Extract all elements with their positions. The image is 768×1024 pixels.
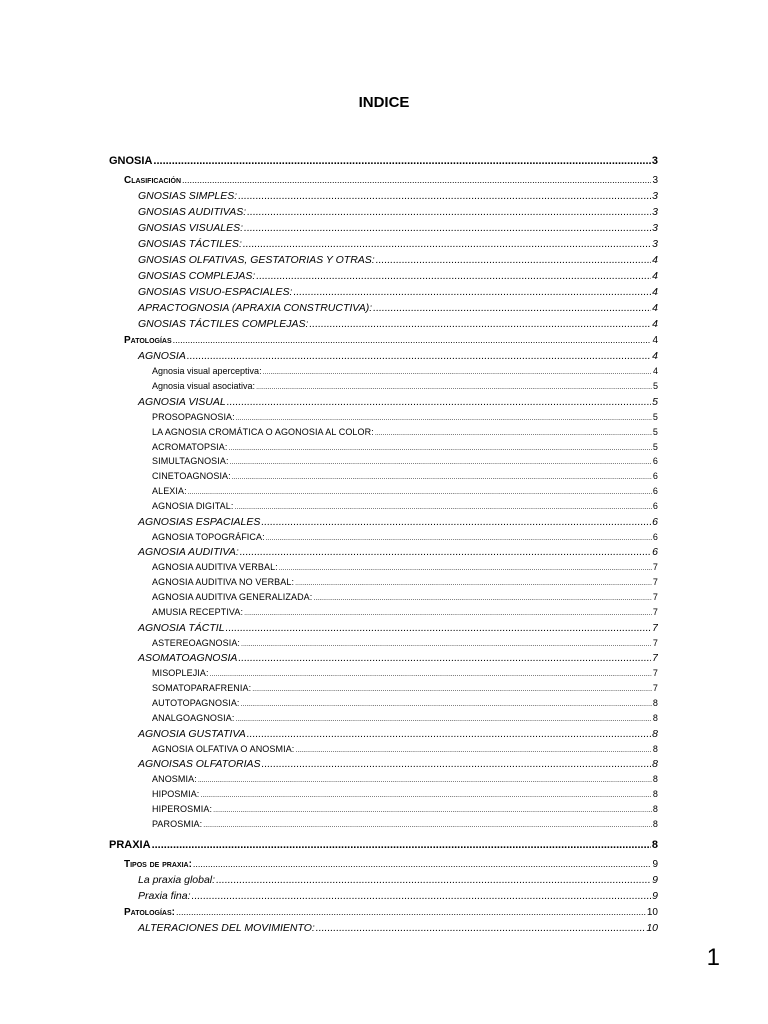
- dot-leader: [238, 188, 651, 204]
- toc-entry[interactable]: [109, 348, 658, 364]
- toc-entry-page: 7: [652, 591, 658, 602]
- toc-entry-label: GNOSIAS TÁCTILES COMPLEJAS:: [138, 318, 309, 330]
- toc-entry[interactable]: [109, 742, 658, 757]
- toc-entry[interactable]: [109, 620, 658, 636]
- dot-leader: [244, 607, 652, 620]
- dot-leader: [213, 804, 652, 817]
- toc-entry-label: ASTEREOAGNOSIA:: [152, 637, 241, 648]
- toc-entry-page: 8: [652, 727, 658, 740]
- dot-leader: [188, 486, 652, 499]
- toc-entry-page: 6: [652, 531, 658, 542]
- toc-entry-page: 5: [652, 396, 658, 408]
- toc-entry-label: CINETOAGNOSIA:: [152, 471, 231, 482]
- toc-entry-page: 7: [652, 652, 658, 665]
- toc-entry-label: LA AGNOSIA CROMÁTICA O AGONOSIA AL COLOR:: [152, 426, 374, 437]
- toc-entry[interactable]: [109, 711, 658, 726]
- toc-entry-label: AGNOSIA DIGITAL:: [152, 500, 234, 511]
- toc-entry[interactable]: [109, 787, 658, 802]
- toc-entry-page: 8: [652, 818, 658, 829]
- toc-entry[interactable]: [109, 920, 658, 936]
- dot-leader: [316, 920, 646, 936]
- toc-entry-page: 8: [652, 758, 658, 771]
- toc-entry-page: 5: [652, 426, 658, 437]
- toc-entry-label: AGNOSIA GUSTATIVA: [138, 727, 246, 740]
- toc-entry-label: PROSOPAGNOSIA:: [152, 412, 235, 422]
- toc-entry-page: 6: [652, 471, 658, 482]
- toc-entry[interactable]: [109, 300, 658, 316]
- toc-entry[interactable]: [109, 188, 658, 204]
- toc-entry-page: 8: [651, 838, 658, 851]
- toc-entry-page: 9: [652, 858, 658, 870]
- toc-entry-label: Clasificación: [124, 175, 181, 186]
- toc-entry-label: PRAXIA: [109, 838, 151, 851]
- dot-leader: [243, 236, 651, 252]
- dot-leader: [241, 698, 652, 711]
- toc-entry-page: 7: [652, 577, 658, 588]
- toc-entry-page: 8: [652, 789, 658, 800]
- toc-entry-label: Patologías:: [124, 906, 175, 918]
- dot-leader: [375, 427, 652, 440]
- dot-leader: [216, 872, 651, 888]
- toc-entry-page: 7: [652, 668, 658, 679]
- dot-leader: [238, 650, 651, 666]
- toc-entry[interactable]: [109, 904, 658, 920]
- page-number: 1: [706, 944, 720, 971]
- toc-entry-page: 4: [652, 270, 658, 282]
- dot-leader: [182, 172, 651, 188]
- toc-entry-label: APRACTOGNOSIA (APRAXIA CONSTRUCTIVA):: [138, 302, 373, 314]
- toc-entry-label: GNOSIA: [109, 155, 153, 167]
- toc-entry-label: GNOSIAS SIMPLES:: [138, 190, 238, 202]
- toc-entry[interactable]: [109, 150, 658, 172]
- toc-entry-page: 5: [652, 441, 658, 452]
- dot-leader: [152, 834, 651, 856]
- toc-entry-label: Agnosia visual asociativa:: [152, 381, 256, 391]
- toc-entry-label: Praxia fina:: [138, 889, 191, 902]
- toc-entry[interactable]: [109, 204, 658, 220]
- dot-leader: [241, 638, 652, 651]
- toc-entry[interactable]: [109, 681, 658, 696]
- toc-entry-page: 6: [652, 546, 658, 559]
- toc-entry[interactable]: [109, 379, 658, 394]
- toc-entry-page: 7: [652, 683, 658, 694]
- toc-entry[interactable]: [109, 856, 658, 872]
- toc-entry[interactable]: [109, 236, 658, 252]
- toc-entry-page: 7: [652, 606, 658, 617]
- toc-entry[interactable]: [109, 605, 658, 620]
- dot-leader: [236, 412, 652, 425]
- toc-entry-page: 6: [652, 500, 658, 511]
- toc-entry-page: 4: [652, 350, 658, 362]
- toc-entry-page: 3: [652, 238, 658, 250]
- toc-entry[interactable]: [109, 834, 658, 856]
- toc-entry-page: 4: [652, 335, 658, 346]
- toc-entry-page: 5: [652, 381, 658, 391]
- toc-entry-label: Patologías: [124, 335, 172, 346]
- toc-entry[interactable]: [109, 872, 658, 888]
- toc-entry-label: AGNOSIA AUDITIVA:: [138, 546, 239, 559]
- toc-entry-page: 10: [646, 921, 658, 934]
- toc-entry-label: ACROMATOPSIA:: [152, 441, 228, 452]
- toc-entry-label: AUTOTOPAGNOSIA:: [152, 697, 240, 708]
- toc-entry-page: 6: [652, 456, 658, 467]
- toc-entry[interactable]: [109, 696, 658, 711]
- toc-entry[interactable]: [109, 590, 658, 605]
- toc-entry-label: SOMATOPARAFRENIA:: [152, 683, 252, 694]
- toc-entry-page: 3: [652, 206, 658, 218]
- toc-entry[interactable]: [109, 440, 658, 455]
- toc-entry-label: ALTERACIONES DEL MOVIMIENTO:: [138, 921, 315, 934]
- dot-leader: [256, 380, 652, 394]
- dot-leader: [232, 471, 652, 484]
- toc-entry[interactable]: [109, 332, 658, 348]
- toc-entry-label: HIPEROSMIA:: [152, 803, 213, 814]
- dot-leader: [247, 204, 651, 220]
- dot-leader: [230, 456, 652, 469]
- dot-leader: [256, 268, 651, 284]
- toc-entry[interactable]: [109, 756, 658, 772]
- toc-entry-label: ALEXIA:: [152, 485, 187, 496]
- dot-leader: [252, 683, 652, 696]
- dot-leader: [262, 756, 652, 772]
- dot-leader: [210, 668, 652, 681]
- dot-leader: [176, 904, 646, 920]
- dot-leader: [295, 577, 652, 590]
- toc-entry-label: GNOSIAS AUDITIVAS:: [138, 206, 247, 218]
- toc-entry[interactable]: [109, 172, 658, 188]
- toc-entry[interactable]: [109, 544, 658, 560]
- toc-entry[interactable]: [109, 220, 658, 236]
- dot-leader: [228, 442, 651, 455]
- dot-leader: [235, 713, 651, 726]
- toc-entry-label: MISOPLEJIA:: [152, 668, 209, 679]
- toc-entry[interactable]: [109, 530, 658, 545]
- dot-leader: [153, 150, 650, 172]
- toc-entry-label: Tipos de praxia:: [124, 858, 192, 870]
- toc-entry-page: 8: [652, 697, 658, 708]
- toc-entry-label: HIPOSMIA:: [152, 789, 200, 800]
- dot-leader: [192, 888, 652, 904]
- toc-entry-page: 9: [652, 873, 658, 886]
- dot-leader: [244, 220, 651, 236]
- toc-entry-label: AGNOSIA AUDITIVA GENERALIZADA:: [152, 591, 313, 602]
- toc-entry-page: 7: [652, 637, 658, 648]
- dot-leader: [203, 819, 652, 832]
- dot-leader: [373, 300, 651, 316]
- dot-leader: [266, 532, 652, 545]
- toc-entry-label: AGNOSIA TÁCTIL: [138, 621, 225, 634]
- dot-leader: [200, 789, 651, 802]
- dot-leader: [226, 620, 652, 636]
- toc-entry-label: AGNOISAS OLFATORIAS: [138, 758, 261, 771]
- toc-entry[interactable]: [109, 666, 658, 681]
- toc-entry[interactable]: [109, 772, 658, 787]
- toc-entry-label: Agnosia visual aperceptiva:: [152, 366, 262, 376]
- toc-entry[interactable]: [109, 817, 658, 832]
- toc-entry-label: AMUSIA RECEPTIVA:: [152, 606, 244, 617]
- dot-leader: [240, 544, 651, 560]
- dot-leader: [293, 284, 651, 300]
- toc-entry-page: 9: [652, 889, 658, 902]
- toc-entry[interactable]: [109, 410, 658, 425]
- toc-entry-page: 4: [652, 366, 658, 376]
- toc-entry[interactable]: [109, 284, 658, 300]
- toc-entry[interactable]: [109, 469, 658, 484]
- toc-entry-label: AGNOSIA AUDITIVA NO VERBAL:: [152, 577, 295, 588]
- dot-leader: [227, 394, 651, 410]
- toc-entry[interactable]: [109, 726, 658, 742]
- dot-leader: [376, 252, 651, 268]
- toc-entry-label: AGNOSIA: [138, 350, 186, 362]
- toc-entry-label: GNOSIAS VISUALES:: [138, 222, 244, 234]
- toc-entry-page: 4: [652, 254, 658, 266]
- toc-entry[interactable]: [109, 394, 658, 410]
- toc-entry-label: ASOMATOAGNOSIA: [138, 652, 238, 665]
- toc-entry[interactable]: [109, 560, 658, 575]
- toc-entry[interactable]: [109, 454, 658, 469]
- toc-entry[interactable]: [109, 364, 658, 379]
- toc-entry-page: 8: [652, 803, 658, 814]
- toc-entry[interactable]: [109, 499, 658, 514]
- toc-entry-label: ANALGOAGNOSIA:: [152, 712, 235, 723]
- toc-entry[interactable]: [109, 268, 658, 284]
- toc-entry-page: 4: [652, 318, 658, 330]
- dot-leader: [247, 726, 651, 742]
- dot-leader: [261, 514, 651, 530]
- dot-leader: [313, 592, 652, 605]
- toc-entry-page: 7: [652, 562, 658, 573]
- dot-leader: [309, 316, 651, 332]
- toc-entry-label: AGNOSIA AUDITIVA VERBAL:: [152, 562, 278, 573]
- toc-entry-label: PAROSMIA:: [152, 818, 203, 829]
- toc-entry-page: 3: [652, 175, 658, 186]
- toc-entry-label: AGNOSIAS ESPACIALES: [138, 515, 261, 528]
- toc-entry-page: 4: [652, 302, 658, 314]
- toc-entry[interactable]: [109, 252, 658, 268]
- dot-leader: [263, 365, 652, 379]
- toc-entry[interactable]: [109, 575, 658, 590]
- toc-entry[interactable]: [109, 802, 658, 817]
- dot-leader: [173, 332, 652, 348]
- toc-entry-label: AGNOSIA TOPOGRÁFICA:: [152, 531, 265, 542]
- toc-entry[interactable]: [109, 888, 658, 904]
- toc-entry[interactable]: [109, 484, 658, 499]
- toc-entry[interactable]: [109, 514, 658, 530]
- dot-leader: [198, 774, 652, 787]
- toc-entry-label: GNOSIAS TÁCTILES:: [138, 238, 242, 250]
- toc-entry-page: 6: [652, 485, 658, 496]
- toc-entry[interactable]: [109, 650, 658, 666]
- toc-entry-page: 8: [652, 712, 658, 723]
- toc-entry-page: 8: [652, 743, 658, 754]
- toc-entry-label: La praxia global:: [138, 873, 216, 886]
- toc-entry[interactable]: [109, 316, 658, 332]
- toc-entry-label: AGNOSIA VISUAL: [138, 396, 226, 408]
- toc-entry[interactable]: [109, 425, 658, 440]
- toc-entry-label: ANOSMIA:: [152, 774, 197, 785]
- toc-entry-page: 5: [652, 412, 658, 422]
- dot-leader: [193, 856, 652, 872]
- dot-leader: [295, 744, 651, 757]
- dot-leader: [187, 348, 651, 364]
- toc-entry-page: 3: [652, 190, 658, 202]
- page-title: INDICE: [358, 94, 410, 111]
- toc-entry-page: 8: [652, 774, 658, 785]
- toc-entry-page: 10: [646, 906, 658, 918]
- toc-entry[interactable]: [109, 636, 658, 651]
- toc-entry-label: GNOSIAS OLFATIVAS, GESTATORIAS Y OTRAS:: [138, 254, 375, 266]
- toc-entry-page: 6: [652, 515, 658, 528]
- toc-entry-page: 3: [652, 222, 658, 234]
- toc-entry-label: GNOSIAS VISUO-ESPACIALES:: [138, 286, 293, 298]
- toc-entry-page: 3: [651, 155, 658, 167]
- toc-entry-page: 4: [652, 286, 658, 298]
- toc-entry-label: GNOSIAS COMPLEJAS:: [138, 270, 256, 282]
- table-of-contents: [109, 150, 658, 936]
- dot-leader: [279, 562, 652, 575]
- toc-entry-page: 7: [652, 621, 658, 634]
- dot-leader: [234, 501, 651, 514]
- toc-entry-label: AGNOSIA OLFATIVA O ANOSMIA:: [152, 743, 295, 754]
- toc-entry-label: SIMULTAGNOSIA:: [152, 456, 229, 467]
